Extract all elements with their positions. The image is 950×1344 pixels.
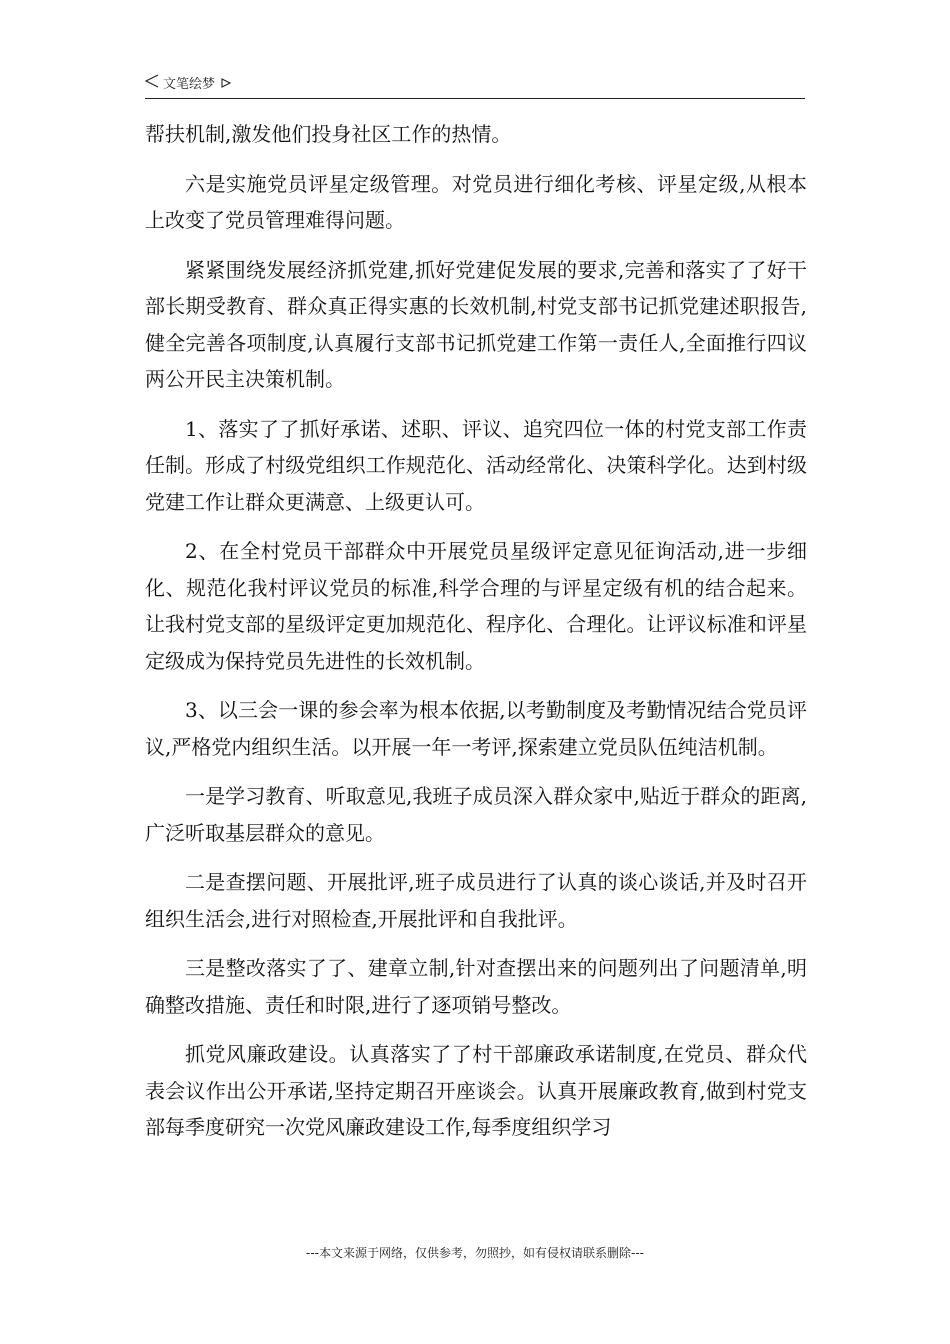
paragraph-3: 紧紧围绕发展经济抓党建,抓好党建促发展的要求,完善和落实了了好干部长期受教育、群众真正得实惠的长效机制,村党支部书记抓党建述职报告,健全完善各项制度,认真履行支部书记抓党建工作第一责任人,全面推行四议两公开民主决策机制。 xyxy=(145,257,807,391)
paragraph-1: 帮扶机制,激发他们投身社区工作的热情。 xyxy=(145,122,512,146)
paragraph-9: 三是整改落实了了、建章立制,针对查摆出来的问题列出了问题清单,明确整改措施、责任和时限,进行了逐项销号整改。 xyxy=(145,956,807,1017)
paragraph-4: 1、落实了了抓好承诺、述职、评议、追究四位一体的村党支部工作责任制。形成了村级党组织工作规范化、活动经常化、决策科学化。达到村级党建工作让群众更满意、上级更认可。 xyxy=(145,416,807,514)
paragraph-6: 3、以三会一课的参会率为根本依据,以考勤制度及考勤情况结合党员评议,严格党内组织生活。以开展一年一考评,探索建立党员队伍纯洁机制。 xyxy=(145,698,807,759)
header-brand: 文笔绘梦 xyxy=(163,77,216,92)
left-triangle-icon xyxy=(145,74,159,96)
paragraph-2: 六是实施党员评星定级管理。对党员进行细化考核、评星定级,从根本上改变了党员管理难得问题。 xyxy=(145,171,807,232)
page-header xyxy=(145,74,805,99)
paragraph-8: 二是查摆问题、开展批评,班子成员进行了认真的谈心谈话,并及时召开组织生活会,进行对照检查,开展批评和自我批评。 xyxy=(145,870,807,931)
page-footer: ---本文来源于网络，仅供参考，勿照抄，如有侵权请联系删除--- xyxy=(306,1246,644,1260)
right-triangle-icon xyxy=(221,74,231,96)
paragraph-5: 2、在全村党员干部群众中开展党员星级评定意见征询活动,进一步细化、规范化我村评议党员的标准,科学合理的与评星定级有机的结合起来。让我村党支部的星级评定更加规范化、程序化、合理化。让评议标准和评星定级成为保持党员先进性的长效机制。 xyxy=(145,539,807,673)
paragraph-7: 一是学习教育、听取意见,我班子成员深入群众家中,贴近于群众的距离,广泛听取基层群众的意见。 xyxy=(145,784,807,845)
paragraph-10: 抓党风廉政建设。认真落实了了村干部廉政承诺制度,在党员、群众代表会议作出公开承诺,坚持定期召开座谈会。认真开展廉政教育,做到村党支部每季度研究一次党风廉政建设工作,每季度组织学习 xyxy=(145,1042,807,1139)
document-body xyxy=(145,116,807,1159)
